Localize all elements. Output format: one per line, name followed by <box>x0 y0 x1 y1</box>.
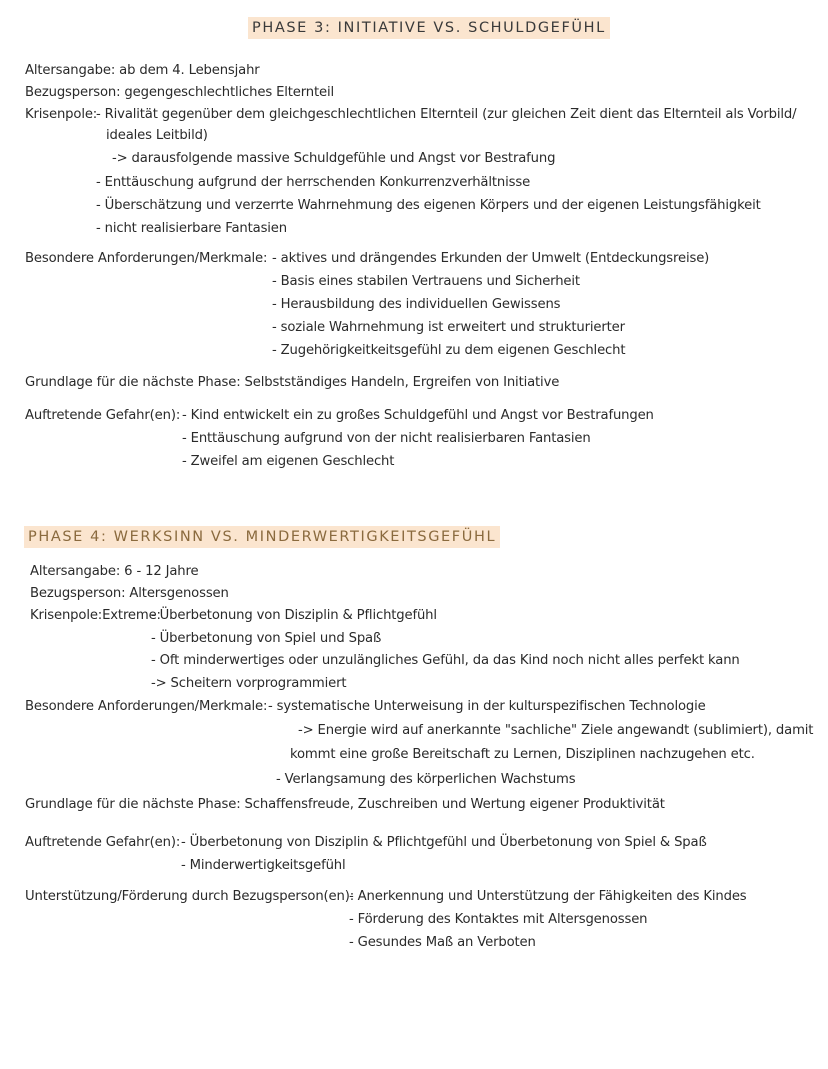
phase4-gefahr-item: - Überbetonung von Disziplin & Pflichtgefühl und Überbetonung von Spiel & Spaß <box>181 835 707 850</box>
phase4-unterstuetzung-item: - Anerkennung und Unterstützung der Fähigkeiten des Kindes <box>349 889 747 904</box>
phase4-krisenpole-label: Krisenpole:Extreme: <box>30 608 161 623</box>
phase4-gefahr-item: - Minderwertigkeitsgefühl <box>181 858 346 873</box>
phase3-krisenpole-item: - nicht realisierbare Fantasien <box>96 221 287 236</box>
phase3-gefahr-item: - Zweifel am eigenen Geschlecht <box>182 454 395 469</box>
phase3-gefahr-item: - Enttäuschung aufgrund von der nicht realisierbaren Fantasien <box>182 431 591 446</box>
phase3-grundlage: Grundlage für die nächste Phase: Selbstständiges Handeln, Ergreifen von Initiative <box>25 375 560 390</box>
phase4-anforderungen-item: - Verlangsamung des körperlichen Wachstums <box>276 772 576 787</box>
phase3-anforderungen-item: - Zugehörigkeitkeitsgefühl zu dem eigenen Geschlecht <box>272 343 626 358</box>
phase3-krisenpole-item: - Enttäuschung aufgrund der herrschenden Konkurrenzverhältnisse <box>96 175 531 190</box>
phase3-title: PHASE 3: INITIATIVE VS. SCHULDGEFÜHL <box>248 17 610 39</box>
phase3-krisenpole-label: Krisenpole: <box>25 107 98 122</box>
phase3-krisenpole-item: -> darausfolgende massive Schuldgefühle und Angst vor Bestrafung <box>112 151 556 166</box>
phase4-krisenpole-item: - Überbetonung von Spiel und Spaß <box>151 631 382 646</box>
phase3-anforderungen-item: - soziale Wahrnehmung ist erweitert und strukturierter <box>272 320 625 335</box>
phase4-krisenpole-item: - Überbetonung von Disziplin & Pflichtgefühl <box>151 608 437 623</box>
phase4-anforderungen-item: kommt eine große Bereitschaft zu Lernen, Disziplinen nachzugehen etc. <box>290 747 755 762</box>
phase3-krisenpole-item: ideales Leitbild) <box>106 128 208 143</box>
phase3-anforderungen-item: - Basis eines stabilen Vertrauens und Sicherheit <box>272 274 580 289</box>
phase3-krisenpole-item: - Rivalität gegenüber dem gleichgeschlechtlichen Elternteil (zur gleichen Zeit dient das Elternteil als Vorbild/ <box>96 107 797 122</box>
phase4-altersangabe: Altersangabe: 6 - 12 Jahre <box>30 564 199 579</box>
phase4-gefahr-label: Auftretende Gefahr(en): <box>25 835 181 850</box>
phase3-altersangabe: Altersangabe: ab dem 4. Lebensjahr <box>25 63 260 78</box>
phase4-anforderungen-label: Besondere Anforderungen/Merkmale: <box>25 699 268 714</box>
phase4-unterstuetzung-item: - Gesundes Maß an Verboten <box>349 935 536 950</box>
phase4-unterstuetzung-item: - Förderung des Kontaktes mit Altersgenossen <box>349 912 648 927</box>
phase3-anforderungen-label: Besondere Anforderungen/Merkmale: <box>25 251 268 266</box>
phase3-krisenpole-item: - Überschätzung und verzerrte Wahrnehmung des eigenen Körpers und der eigenen Leistungsfähigkeit <box>96 198 761 213</box>
phase4-bezugsperson: Bezugsperson: Altersgenossen <box>30 586 229 601</box>
phase3-gefahr-label: Auftretende Gefahr(en): <box>25 408 181 423</box>
phase3-bezugsperson: Bezugsperson: gegengeschlechtliches Elternteil <box>25 85 335 100</box>
phase4-krisenpole-item: -> Scheitern vorprogrammiert <box>151 676 347 691</box>
phase4-title: PHASE 4: WERKSINN VS. MINDERWERTIGKEITSGEFÜHL <box>24 526 500 548</box>
phase4-unterstuetzung-label: Unterstützung/Förderung durch Bezugsperson(en): <box>25 889 354 904</box>
phase4-grundlage: Grundlage für die nächste Phase: Schaffensfreude, Zuschreiben und Wertung eigener Produktivität <box>25 797 665 812</box>
phase4-anforderungen-item: -> Energie wird auf anerkannte "sachliche" Ziele angewandt (sublimiert), damit <box>298 723 814 738</box>
phase3-anforderungen-item: - Herausbildung des individuellen Gewissens <box>272 297 561 312</box>
phase3-anforderungen-item: - aktives und drängendes Erkunden der Umwelt (Entdeckungsreise) <box>272 251 710 266</box>
phase3-gefahr-item: - Kind entwickelt ein zu großes Schuldgefühl und Angst vor Bestrafungen <box>182 408 654 423</box>
phase4-anforderungen-item: - systematische Unterweisung in der kulturspezifischen Technologie <box>268 699 706 714</box>
phase4-krisenpole-item: - Oft minderwertiges oder unzulängliches Gefühl, da das Kind noch nicht alles perfekt kann <box>151 653 740 668</box>
